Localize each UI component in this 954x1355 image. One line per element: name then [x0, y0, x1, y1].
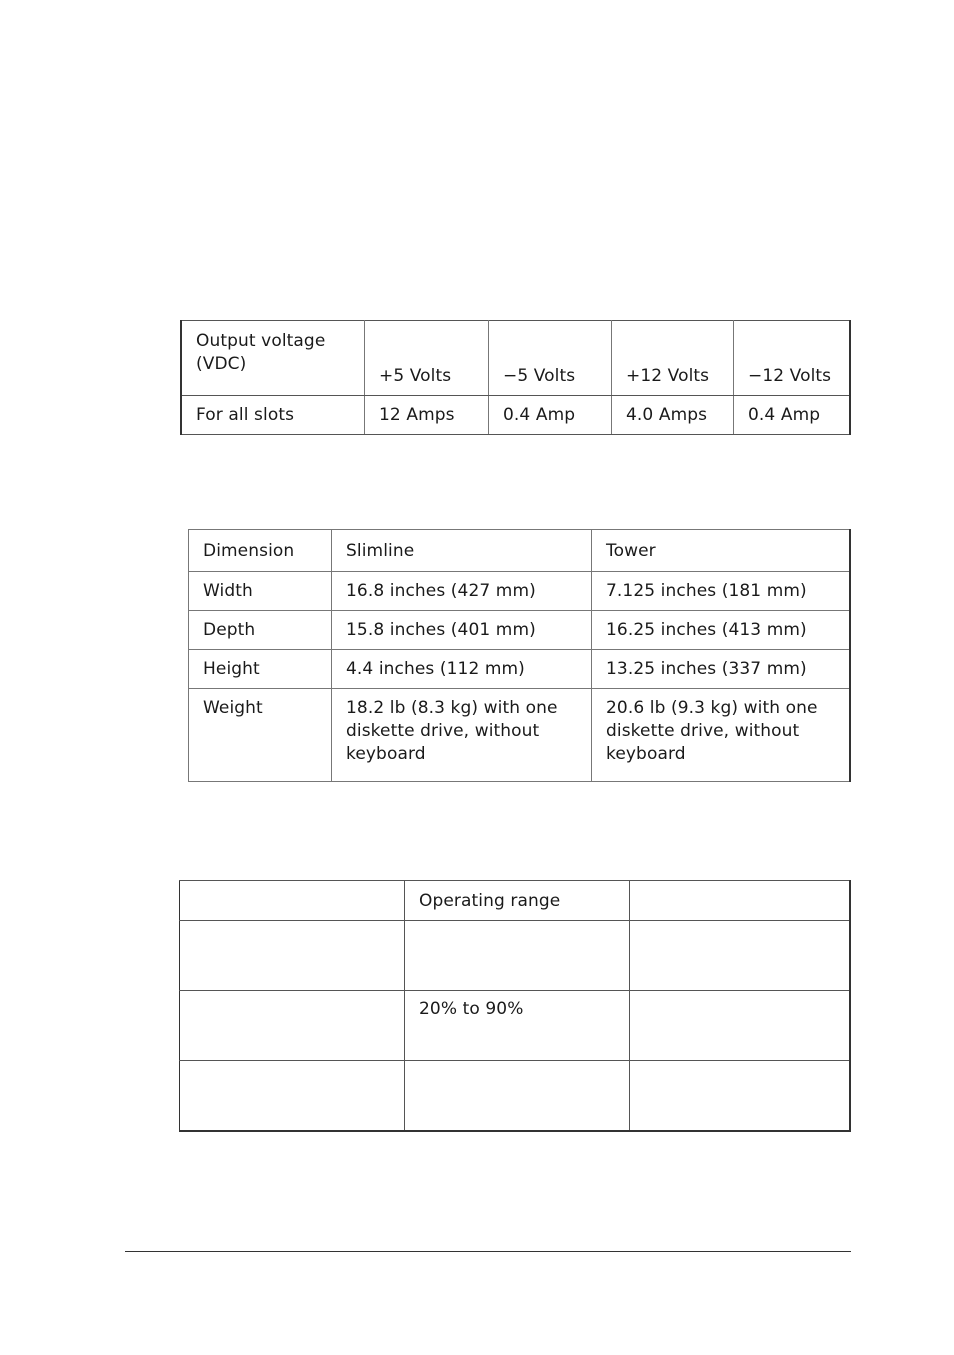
table-row — [181, 396, 850, 435]
table-cell — [180, 1061, 405, 1132]
table-cell: 4.0 Amps — [612, 396, 734, 435]
header-cell: −5 Volts — [489, 321, 612, 396]
header-cell: Output voltage (VDC) — [181, 321, 365, 396]
table-row — [180, 991, 851, 1061]
table-cell: Weight — [189, 689, 332, 782]
table-row — [189, 689, 851, 782]
table-cell: 4.4 inches (112 mm) — [332, 650, 592, 689]
table-cell: Height — [189, 650, 332, 689]
header-cell — [630, 881, 851, 921]
table-cell — [180, 921, 405, 991]
table-cell: 13.25 inches (337 mm) — [592, 650, 851, 689]
table-row — [189, 650, 851, 689]
table-cell: 16.8 inches (427 mm) — [332, 572, 592, 611]
header-cell: Tower — [592, 530, 851, 572]
header-cell — [180, 881, 405, 921]
header-cell: +5 Volts — [365, 321, 489, 396]
table-cell: Depth — [189, 611, 332, 650]
table-cell: 0.4 Amp — [489, 396, 612, 435]
table-row — [180, 921, 851, 991]
table-row — [189, 572, 851, 611]
table-cell: 18.2 lb (8.3 kg) with one diskette drive, without keyboard — [332, 689, 592, 782]
header-cell: +12 Volts — [612, 321, 734, 396]
table-cell — [630, 991, 851, 1061]
table-cell: 0.4 Amp — [734, 396, 851, 435]
table-row — [189, 611, 851, 650]
table-header-row — [180, 881, 851, 921]
table-cell — [630, 1061, 851, 1132]
footer-rule — [125, 1251, 851, 1252]
header-cell: Dimension — [189, 530, 332, 572]
table-cell: 16.25 inches (413 mm) — [592, 611, 851, 650]
environment-table — [179, 880, 851, 1132]
table-cell — [180, 991, 405, 1061]
table-cell — [630, 921, 851, 991]
table-cell: 7.125 inches (181 mm) — [592, 572, 851, 611]
table-cell — [405, 921, 630, 991]
header-cell: Slimline — [332, 530, 592, 572]
dimensions-table — [188, 529, 851, 782]
table-cell: Width — [189, 572, 332, 611]
power-supply-table — [180, 320, 851, 435]
table-cell: For all slots — [181, 396, 365, 435]
header-cell: −12 Volts — [734, 321, 851, 396]
table-row — [180, 1061, 851, 1132]
table-cell: 20% to 90% — [405, 991, 630, 1061]
table-cell: 12 Amps — [365, 396, 489, 435]
table-header-row — [189, 530, 851, 572]
table-cell: 15.8 inches (401 mm) — [332, 611, 592, 650]
table-cell — [405, 1061, 630, 1132]
header-cell: Operating range — [405, 881, 630, 921]
table-cell: 20.6 lb (9.3 kg) with one diskette drive, without keyboard — [592, 689, 851, 782]
table-header-row — [181, 321, 850, 396]
